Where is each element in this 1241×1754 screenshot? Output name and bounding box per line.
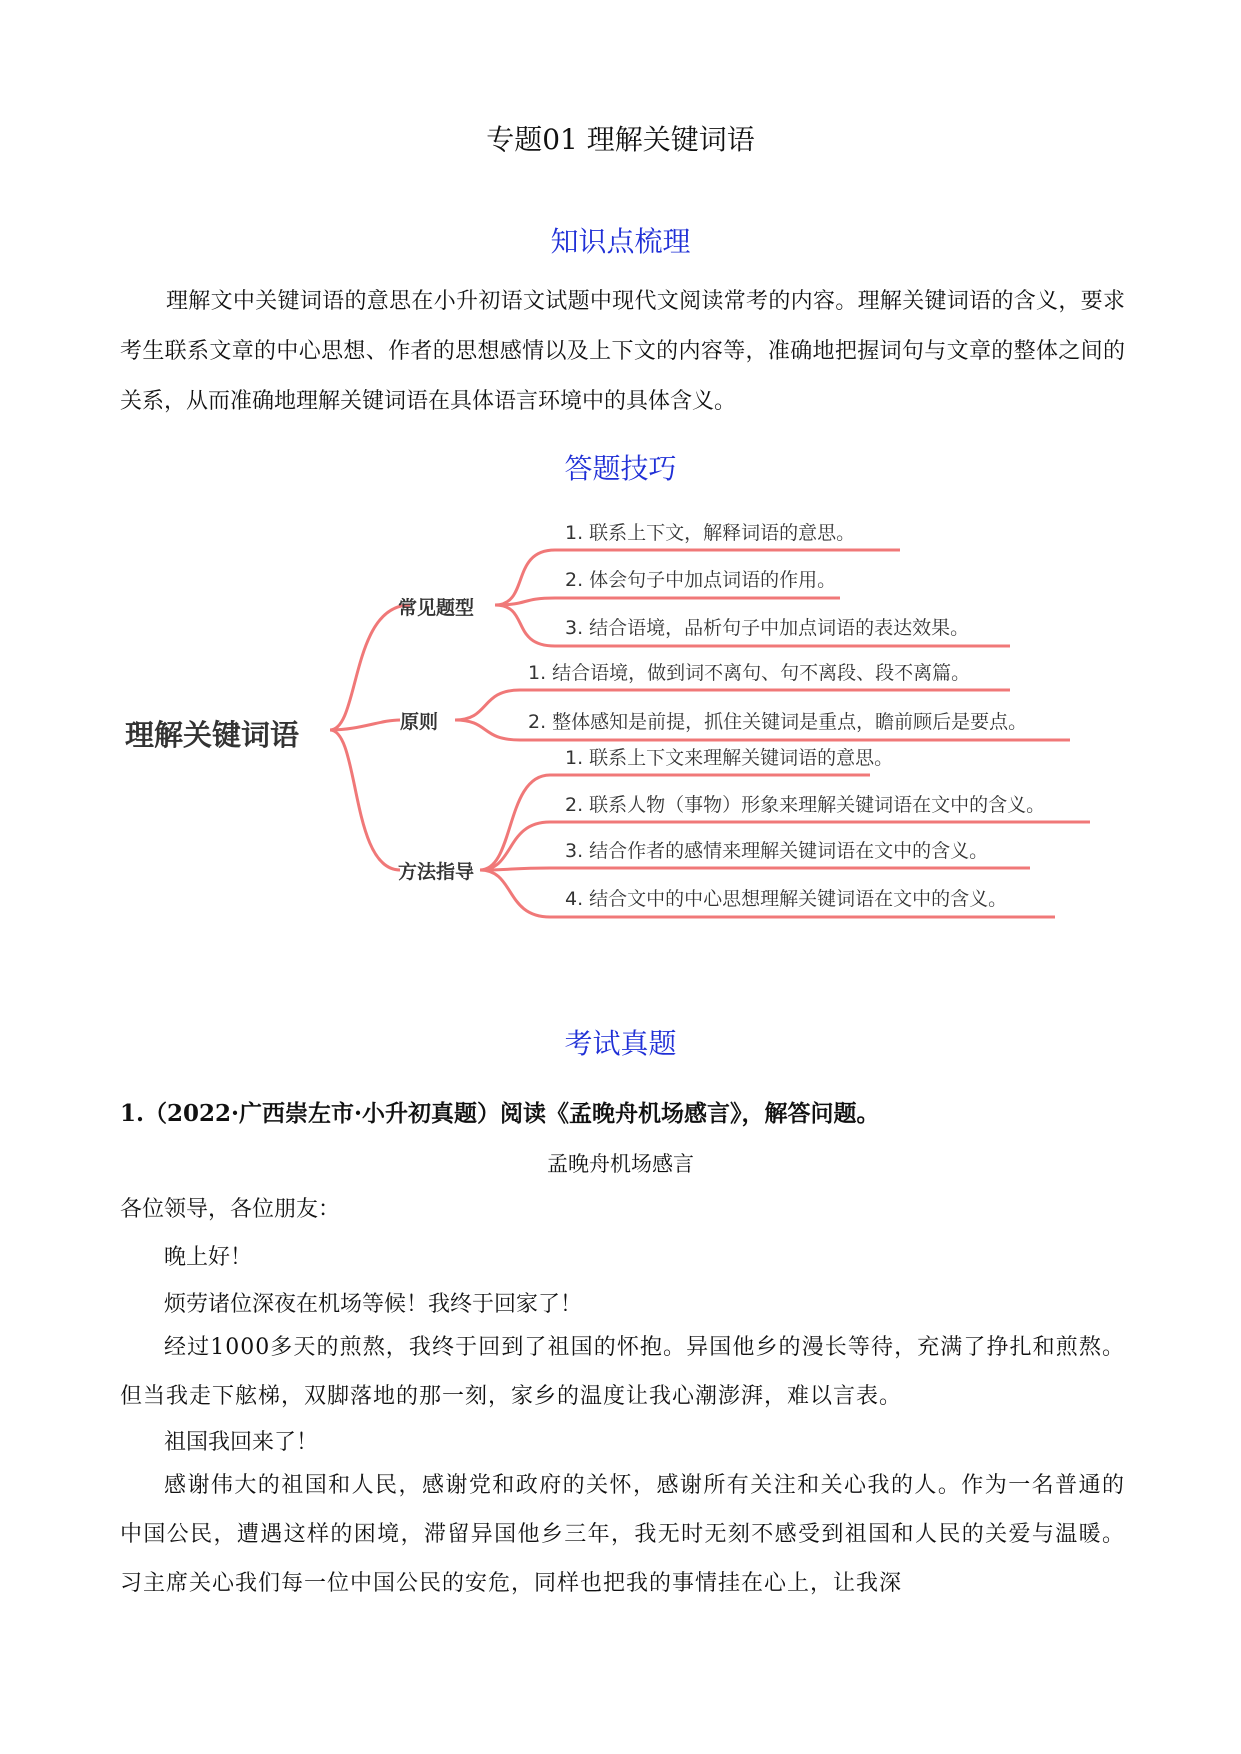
mind-map-root: 理解关键词语 [125,718,300,752]
page-title: 专题01 理解关键词语 [486,123,755,156]
types-item-1: 1. 联系上下文，解释词语的意思。 [565,522,856,544]
passage-salutation: 各位领导，各位朋友： [120,1197,341,1222]
principle-item-2: 2. 整体感知是前提，抓住关键词是重点，瞻前顾后是要点。 [528,711,1028,733]
passage-paragraph: 经过1000多天的煎熬，我终于回到了祖国的怀抱。异国他乡的漫长等待，充满了挣扎和煎熬。但当我走下舷梯，双脚落地的那一刻，家乡的温度让我心潮澎湃，难以言表。 [120,1335,1125,1409]
branch-principle: 原则 [400,711,439,733]
connector-types-2 [495,598,840,605]
methods-item-3: 3. 结合作者的感情来理解关键词语在文中的含义。 [565,840,989,862]
intro-paragraph: 理解文中关键词语的意思在小升初语文试题中现代文阅读常考的内容。理解关键词语的含义，要求考生联系文章的中心思想、作者的思想感情以及上下文的内容等，准确地把握词句与文章的整体之间的关系，从而准确地理解关键词语在具体语言环境中的具体含义。 [120,289,1125,414]
section-heading-exam: 考试真题 [564,1027,677,1060]
section-heading-skills: 答题技巧 [564,452,677,485]
question-label: 1.（2022·广西崇左市·小升初真题）阅读《孟晚舟机场感言》，解答问题。 [120,1100,880,1127]
branch-types: 常见题型 [398,597,475,619]
methods-item-2: 2. 联系人物（事物）形象来理解关键词语在文中的含义。 [565,794,1046,816]
types-item-3: 3. 结合语境，品析句子中加点词语的表达效果。 [565,617,970,639]
connector-root-methods [330,730,400,870]
passage-paragraph: 祖国我回来了！ [164,1430,319,1455]
types-item-2: 2. 体会句子中加点词语的作用。 [565,569,837,591]
passage-title: 孟晚舟机场感言 [547,1152,694,1176]
passage-paragraph: 晚上好！ [164,1245,253,1270]
methods-item-4: 4. 结合文中的中心思想理解关键词语在文中的含义。 [565,888,1008,910]
methods-item-1: 1. 联系上下文来理解关键词语的意思。 [565,747,894,769]
passage-paragraph: 烦劳诸位深夜在机场等候！我终于回家了！ [164,1292,583,1317]
passage-paragraph: 感谢伟大的祖国和人民，感谢党和政府的关怀，感谢所有关注和关心我的人。作为一名普通的中国公民，遭遇这样的困境，滞留异国他乡三年，我无时无刻不感受到祖国和人民的关爱与温暖。习主席关心我们每一位中国公民的安危，同样也把我的事情挂在心上，让我深 [120,1473,1125,1596]
connector-methods-3 [480,868,1030,870]
branch-methods: 方法指导 [398,861,475,883]
connector-root-types [330,605,410,730]
section-heading-knowledge: 知识点梳理 [550,225,691,258]
principle-item-1: 1. 结合语境，做到词不离句、句不离段、段不离篇。 [528,662,971,684]
mind-map [110,465,1130,975]
